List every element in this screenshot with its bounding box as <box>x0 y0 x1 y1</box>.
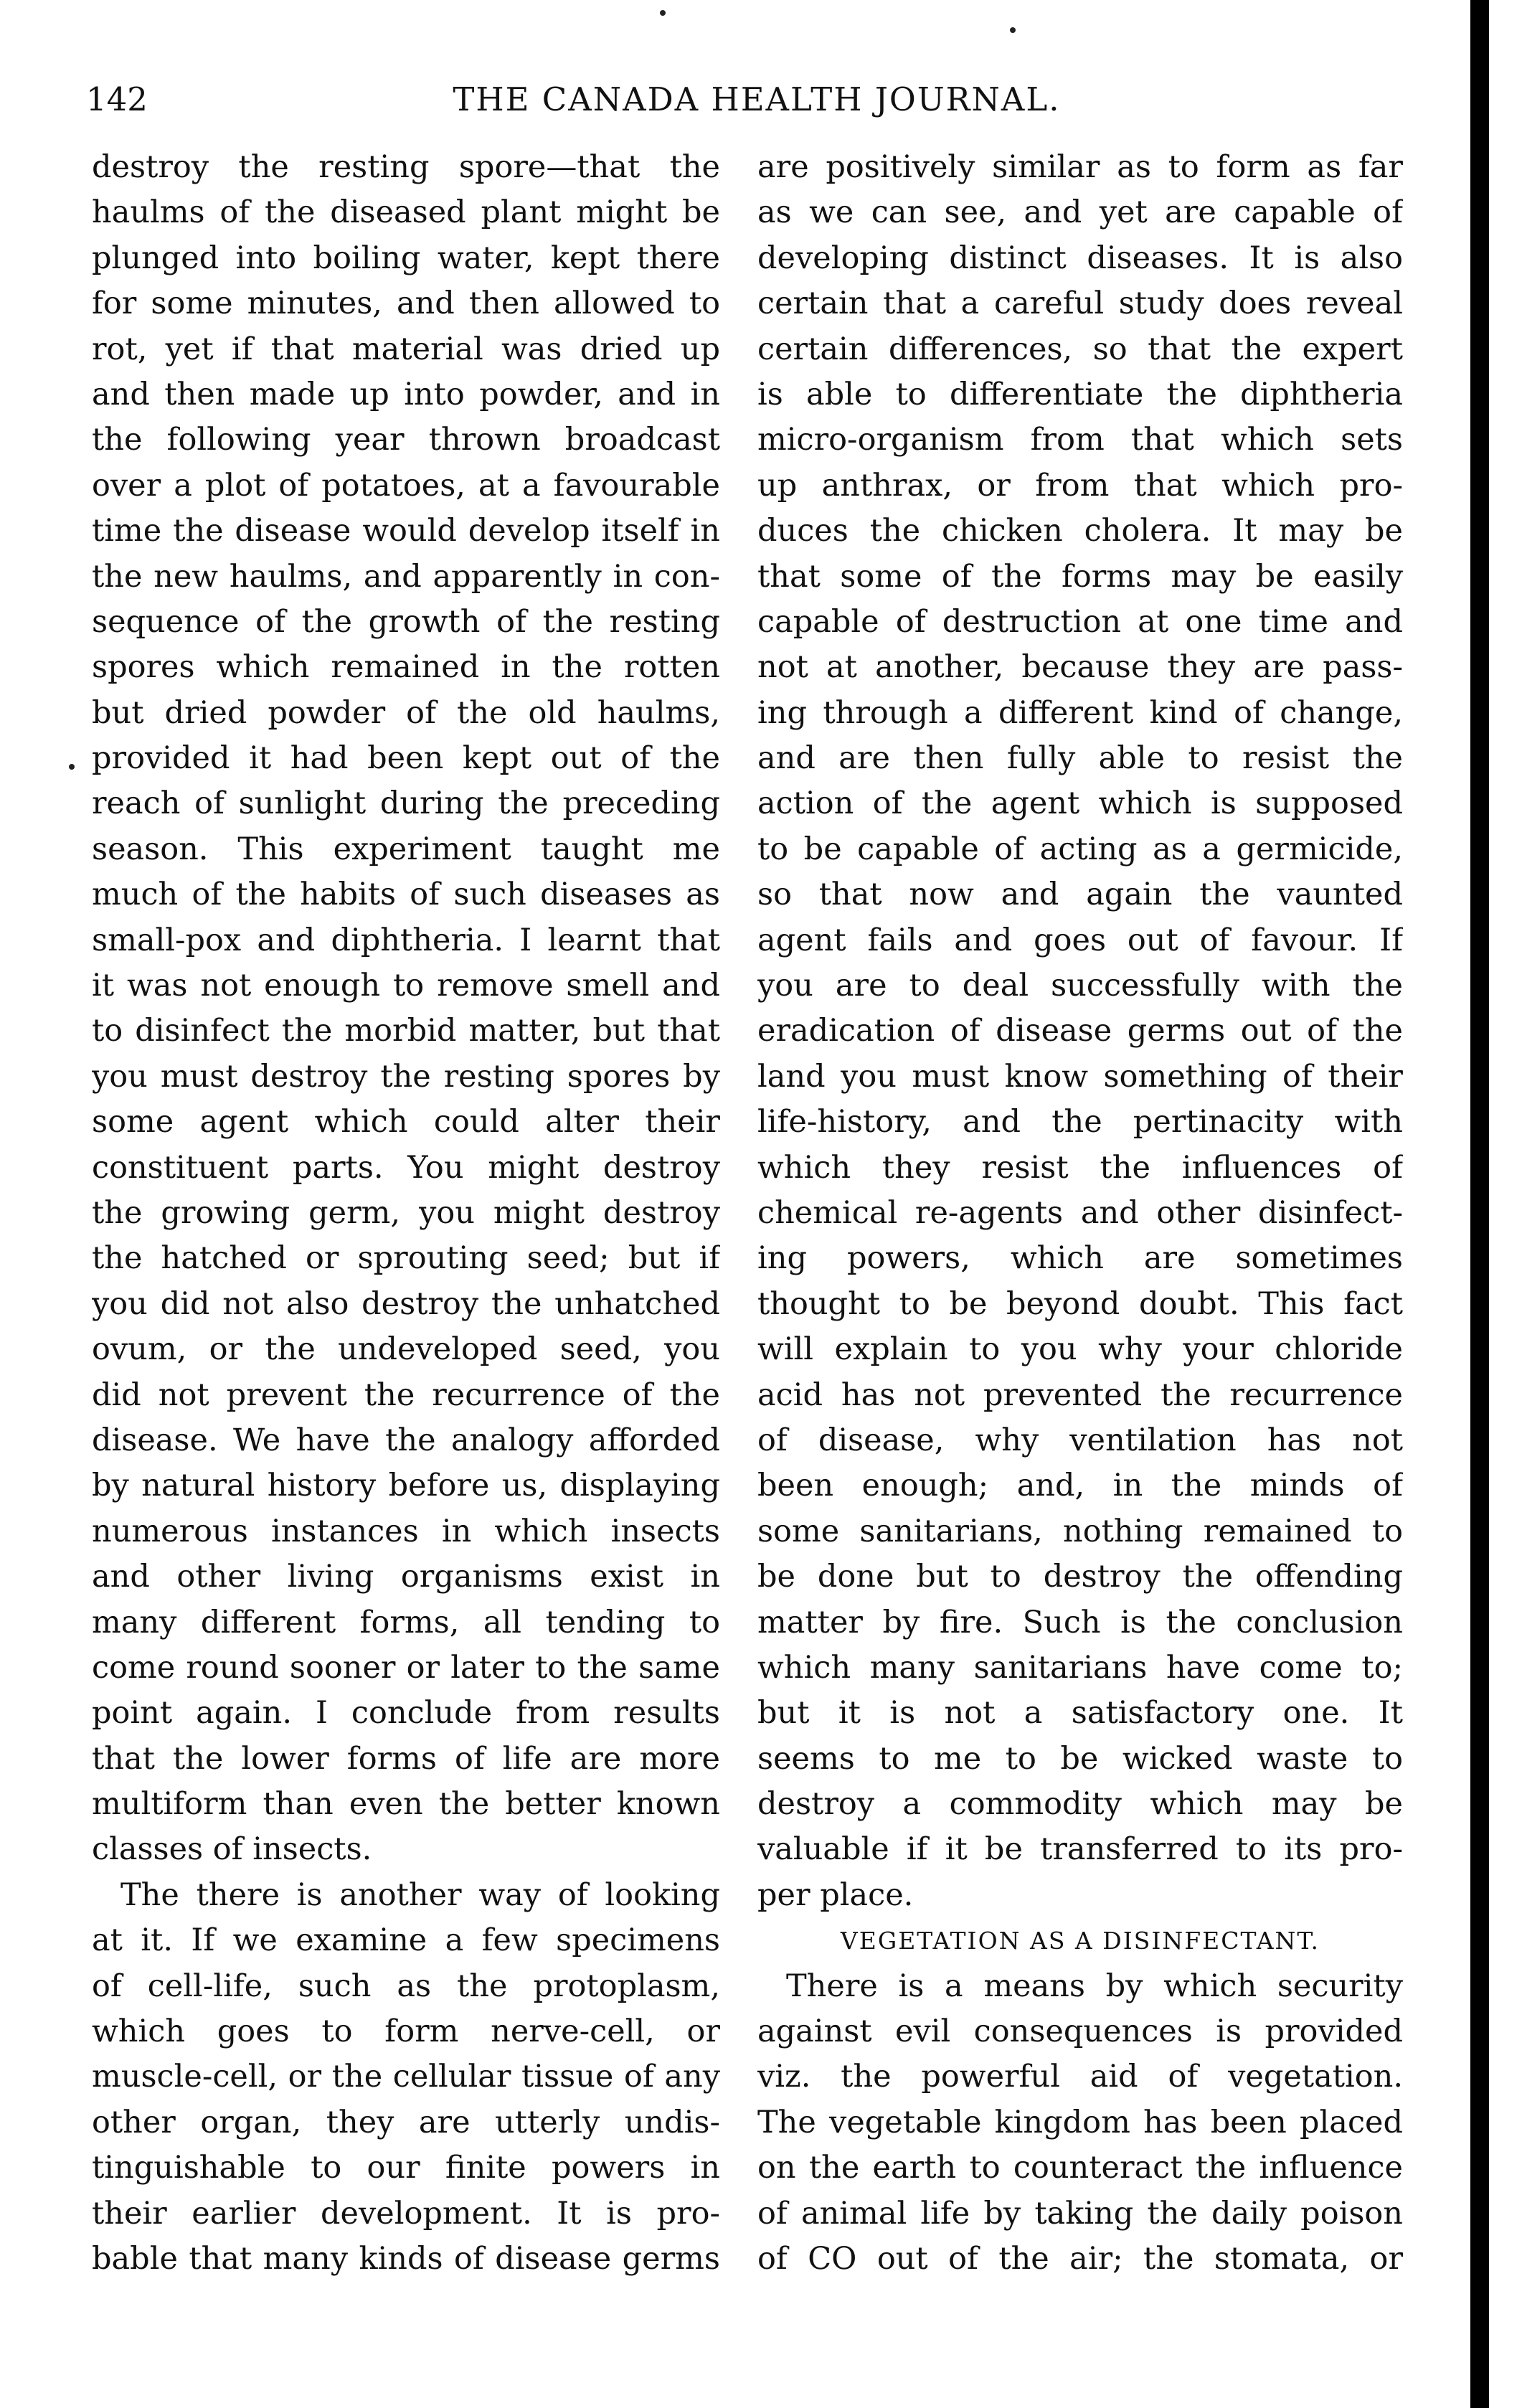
text-line: per place. <box>757 1876 914 1913</box>
text-line: muscle-cell, or the cellular tissue of any <box>92 2059 720 2095</box>
text-line: it was not enough to remove smell and <box>92 968 720 1004</box>
text-line: will explain to you why your chloride <box>757 1331 1403 1368</box>
text-line: The there is another way of looking <box>120 1876 720 1913</box>
text-line: micro-organism from that which sets <box>757 422 1403 458</box>
text-line: sequence of the growth of the resting <box>92 603 720 640</box>
text-line: bable that many kinds of disease germs <box>92 2240 720 2277</box>
text-line: is able to differentiate the diphtheria <box>757 376 1403 412</box>
text-line: ing through a different kind of change, <box>757 694 1403 731</box>
text-line: as we can see, and yet are capable of <box>757 194 1403 231</box>
text-line: agent fails and goes out of favour. If <box>757 922 1403 958</box>
text-line: action of the agent which is supposed <box>757 785 1403 822</box>
text-line: been enough; and, in the minds of <box>757 1468 1403 1504</box>
text-line: ovum, or the undeveloped seed, you <box>92 1331 720 1368</box>
text-line: some agent which could alter their <box>92 1104 720 1141</box>
text-line: on the earth to counteract the influence <box>757 2150 1403 2186</box>
page-edge-shadow <box>1470 0 1489 2408</box>
text-line: tinguishable to our finite powers in <box>92 2150 720 2186</box>
text-line: but it is not a satisfactory one. It <box>757 1695 1403 1732</box>
text-line: of animal life by taking the daily poison <box>757 2195 1403 2232</box>
text-line: by natural history before us, displaying <box>92 1468 720 1504</box>
text-line: other organ, they are utterly undis- <box>92 2104 720 2140</box>
text-line: haulms of the diseased plant might be <box>92 194 720 231</box>
text-line: and are then fully able to resist the <box>757 740 1403 777</box>
text-line: eradication of disease germs out of the <box>757 1013 1403 1049</box>
text-line: valuable if it be transferred to its pro- <box>757 1831 1403 1868</box>
text-line: are positively similar as to form as far <box>757 149 1403 185</box>
ink-speck <box>660 10 666 16</box>
text-line: season. This experiment taught me <box>92 831 720 867</box>
text-line: of cell-life, such as the protoplasm, <box>92 1968 720 2004</box>
text-line: duces the chicken cholera. It may be <box>757 513 1403 549</box>
text-line: and other living organisms exist in <box>92 1559 720 1595</box>
text-line: chemical re-agents and other disinfect- <box>757 1194 1403 1231</box>
text-line: of CO out of the air; the stomata, or <box>757 2240 1403 2277</box>
text-line: acid has not prevented the recurrence <box>757 1377 1403 1413</box>
text-line: small-pox and diphtheria. I learnt that <box>92 922 720 958</box>
text-line: constituent parts. You might destroy <box>92 1149 720 1186</box>
text-line: of disease, why ventilation has not <box>757 1422 1403 1458</box>
journal-title: THE CANADA HEALTH JOURNAL. <box>453 80 1061 118</box>
right-column <box>757 145 1403 2282</box>
text-line: destroy a commodity which may be <box>757 1786 1403 1823</box>
text-line: spores which remained in the rotten <box>92 649 720 686</box>
text-line: land you must know something of their <box>757 1058 1403 1095</box>
text-line: certain differences, so that the expert <box>757 331 1403 367</box>
text-line: at it. If we examine a few specimens <box>92 1922 720 1959</box>
text-line: which many sanitarians have come to; <box>757 1649 1403 1686</box>
text-line: did not prevent the recurrence of the <box>92 1377 720 1413</box>
text-line: you are to deal successfully with the <box>757 968 1403 1004</box>
text-line: ing powers, which are sometimes <box>757 1240 1403 1277</box>
text-line: disease. We have the analogy afforded <box>92 1422 720 1458</box>
text-line: their earlier development. It is pro- <box>92 2195 720 2232</box>
text-line: up anthrax, or from that which pro- <box>757 467 1403 504</box>
text-line: reach of sunlight during the preceding <box>92 785 720 822</box>
text-line: plunged into boiling water, kept there <box>92 240 720 276</box>
text-line: but dried powder of the old haulms, <box>92 694 720 731</box>
text-line: rot, yet if that material was dried up <box>92 331 720 367</box>
text-line: the following year thrown broadcast <box>92 422 720 458</box>
running-head <box>86 75 1427 125</box>
text-line: classes of insects. <box>92 1831 372 1868</box>
page-number: 142 <box>86 80 148 118</box>
text-line: numerous instances in which insects <box>92 1513 720 1549</box>
text-line: seems to me to be wicked waste to <box>757 1740 1403 1777</box>
text-line: against evil consequences is provided <box>757 2013 1403 2050</box>
text-line: thought to be beyond doubt. This fact <box>757 1285 1403 1322</box>
text-line: to be capable of acting as a germicide, <box>757 831 1403 867</box>
text-line: provided it had been kept out of the <box>92 740 720 777</box>
text-line: point again. I conclude from results <box>92 1695 720 1732</box>
text-line: multiform than even the better known <box>92 1786 720 1823</box>
text-line: so that now and again the vaunted <box>757 877 1403 913</box>
text-line: over a plot of potatoes, at a favourable <box>92 467 720 504</box>
text-line: capable of destruction at one time and <box>757 603 1403 640</box>
ink-speck <box>69 764 75 770</box>
text-line: matter by fire. Such is the conclusion <box>757 1604 1403 1640</box>
text-line: time the disease would develop itself in <box>92 513 720 549</box>
section-heading: VEGETATION AS A DISINFECTANT. <box>840 1927 1320 1955</box>
text-line: for some minutes, and then allowed to <box>92 285 720 322</box>
text-line: you did not also destroy the unhatched <box>92 1285 720 1322</box>
text-line: to disinfect the morbid matter, but that <box>92 1013 720 1049</box>
text-line: certain that a careful study does reveal <box>757 285 1403 322</box>
text-line: some sanitarians, nothing remained to <box>757 1513 1403 1549</box>
text-line: the growing germ, you might destroy <box>92 1194 720 1231</box>
text-line: There is a means by which security <box>786 1968 1403 2004</box>
text-line: come round sooner or later to the same <box>92 1649 720 1686</box>
text-line: that the lower forms of life are more <box>92 1740 720 1777</box>
text-line: The vegetable kingdom has been placed <box>757 2104 1403 2140</box>
left-column <box>92 145 720 2282</box>
text-line: which goes to form nerve-cell, or <box>92 2013 720 2050</box>
text-line: the hatched or sprouting seed; but if <box>92 1240 720 1277</box>
text-line: destroy the resting spore—that the <box>92 149 720 185</box>
text-line: developing distinct diseases. It is also <box>757 240 1403 276</box>
ink-speck <box>1010 27 1016 33</box>
text-line: life-history, and the pertinacity with <box>757 1104 1403 1141</box>
text-line: be done but to destroy the offending <box>757 1559 1403 1595</box>
text-line: not at another, because they are pass- <box>757 649 1403 686</box>
text-line: much of the habits of such diseases as <box>92 877 720 913</box>
text-line: and then made up into powder, and in <box>92 376 720 412</box>
text-line: you must destroy the resting spores by <box>92 1058 720 1095</box>
text-line: which they resist the influences of <box>757 1149 1403 1186</box>
text-line: the new haulms, and apparently in con- <box>92 558 720 595</box>
text-line: many different forms, all tending to <box>92 1604 720 1640</box>
text-line: that some of the forms may be easily <box>757 558 1403 595</box>
text-line: viz. the powerful aid of vegetation. <box>757 2059 1403 2095</box>
